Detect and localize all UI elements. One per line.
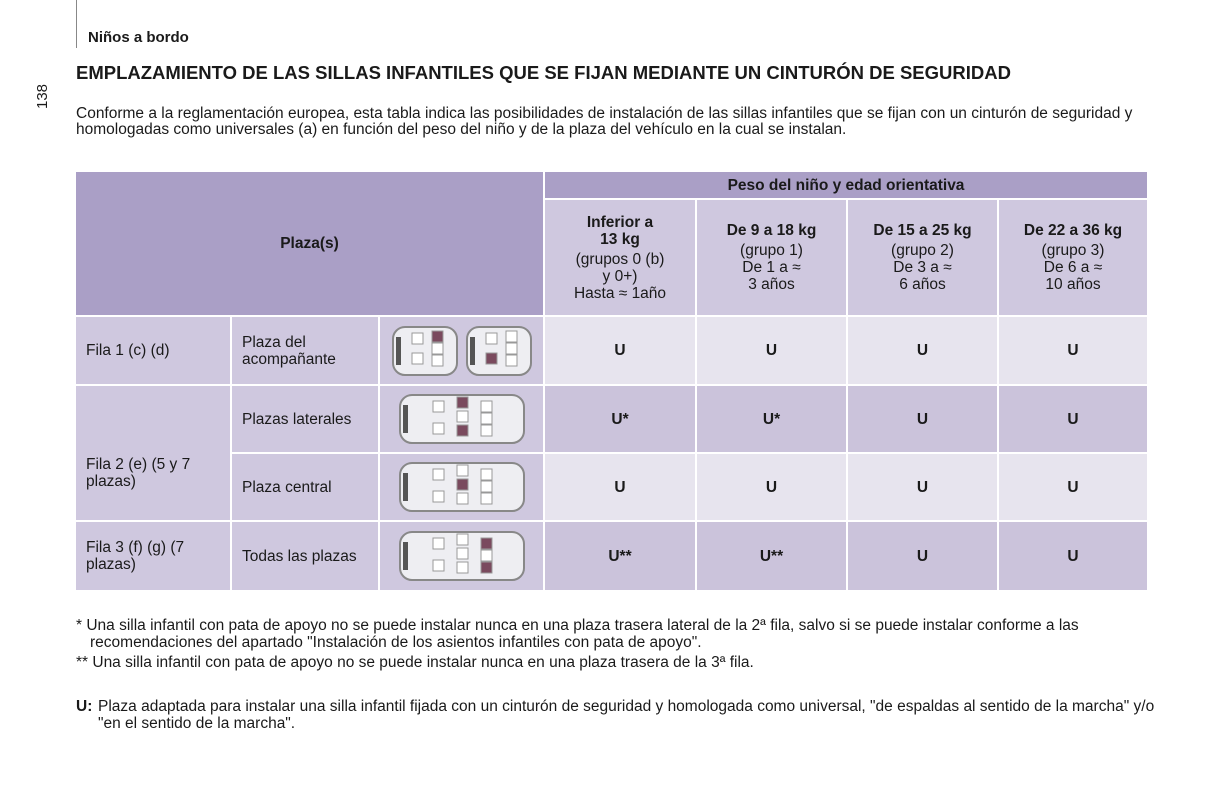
page-number: 138 xyxy=(34,83,52,110)
column-age: De 3 a ≈ xyxy=(893,259,952,276)
legend-text: Plaza adaptada para instalar una silla infantil fijada con un cinturón de seguridad y homologada como universal, "de espaldas al sentido de la marcha" y/o "en el sentido de la marcha". xyxy=(98,698,1155,732)
car-seat-diagram-icon xyxy=(380,317,543,384)
car-seat-diagram-icon xyxy=(380,454,543,520)
compatibility-cell: U xyxy=(999,454,1147,520)
column-title: Inferior a xyxy=(586,213,654,231)
seat-label: Plazas laterales xyxy=(232,386,378,452)
weight-column-header xyxy=(848,200,997,315)
seat-label: Plaza del acompañante xyxy=(232,317,378,384)
car-seat-diagram-icon xyxy=(380,522,543,590)
column-title: De 22 a 36 kg xyxy=(1023,222,1123,239)
section-title: Niños a bordo xyxy=(88,29,189,46)
legend xyxy=(76,698,1173,732)
compatibility-cell: U* xyxy=(697,386,846,452)
compatibility-cell: U xyxy=(848,317,997,384)
compatibility-cell: U* xyxy=(545,386,695,452)
column-age-2: 6 años xyxy=(899,276,946,293)
compatibility-cell: U** xyxy=(545,522,695,590)
column-age: y 0+) xyxy=(602,267,638,285)
plaza-header: Plaza(s) xyxy=(76,172,543,315)
compatibility-cell: U** xyxy=(697,522,846,590)
row-group-label: Fila 3 (f) (g) (7 plazas) xyxy=(76,522,230,590)
compatibility-cell: U xyxy=(697,317,846,384)
compatibility-cell: U xyxy=(999,386,1147,452)
weight-column-header xyxy=(697,200,846,315)
compatibility-cell: U xyxy=(999,317,1147,384)
compatibility-cell: U xyxy=(848,454,997,520)
intro-paragraph: Conforme a la reglamentación europea, esta tabla indica las posibilidades de instalación de las sillas infantiles que se fijan con un cinturón de seguridad y homologadas como universales (a) en función del peso del niño y de la plaza del vehículo en la cual se instalan. xyxy=(76,105,1133,138)
column-age-2: Hasta ≈ 1año xyxy=(573,284,667,302)
compatibility-cell: U xyxy=(848,386,997,452)
compatibility-cell: U xyxy=(545,317,695,384)
footnote-1: * Una silla infantil con pata de apoyo no se puede instalar nunca en una plaza trasera lateral de la 2ª fila, salvo si se puede instalar conforme a las recomendaciones del apartado "Instalación de los asientos infantiles con pata de apoyo". xyxy=(76,617,1079,651)
column-title: De 9 a 18 kg xyxy=(726,222,817,239)
compatibility-cell: U xyxy=(999,522,1147,590)
seat-label: Todas las plazas xyxy=(232,522,378,590)
column-group: (grupos 0 (b) xyxy=(575,250,665,268)
weight-column-header xyxy=(999,200,1147,315)
car-seat-diagram-icon xyxy=(380,386,543,452)
page-title: EMPLAZAMIENTO DE LAS SILLAS INFANTILES QUE SE FIJAN MEDIANTE UN CINTURÓN DE SEGURIDAD xyxy=(76,62,1011,83)
footnote-2: ** Una silla infantil con pata de apoyo no se puede instalar nunca en una plaza trasera de la 3ª fila. xyxy=(76,654,754,671)
compatibility-cell: U xyxy=(697,454,846,520)
weight-header: Peso del niño y edad orientativa xyxy=(545,172,1147,198)
column-age-2: 10 años xyxy=(1045,276,1101,293)
column-age-2: 3 años xyxy=(748,276,795,293)
seat-label: Plaza central xyxy=(232,454,378,520)
weight-column-header xyxy=(545,200,695,315)
column-title: De 15 a 25 kg xyxy=(873,222,972,239)
column-title-2: 13 kg xyxy=(600,230,640,248)
row-group-label: Fila 2 (e) (5 y 7 plazas) xyxy=(76,386,230,520)
column-age: De 1 a ≈ xyxy=(742,259,801,276)
compatibility-cell: U xyxy=(848,522,997,590)
margin-rule xyxy=(76,0,77,48)
compatibility-cell: U xyxy=(545,454,695,520)
row-group-label: Fila 1 (c) (d) xyxy=(76,317,230,384)
column-age: De 6 a ≈ xyxy=(1043,259,1103,276)
column-group: (grupo 3) xyxy=(1041,242,1105,259)
column-group: (grupo 2) xyxy=(891,242,954,259)
legend-key: U: xyxy=(76,698,93,715)
column-group: (grupo 1) xyxy=(740,242,803,259)
